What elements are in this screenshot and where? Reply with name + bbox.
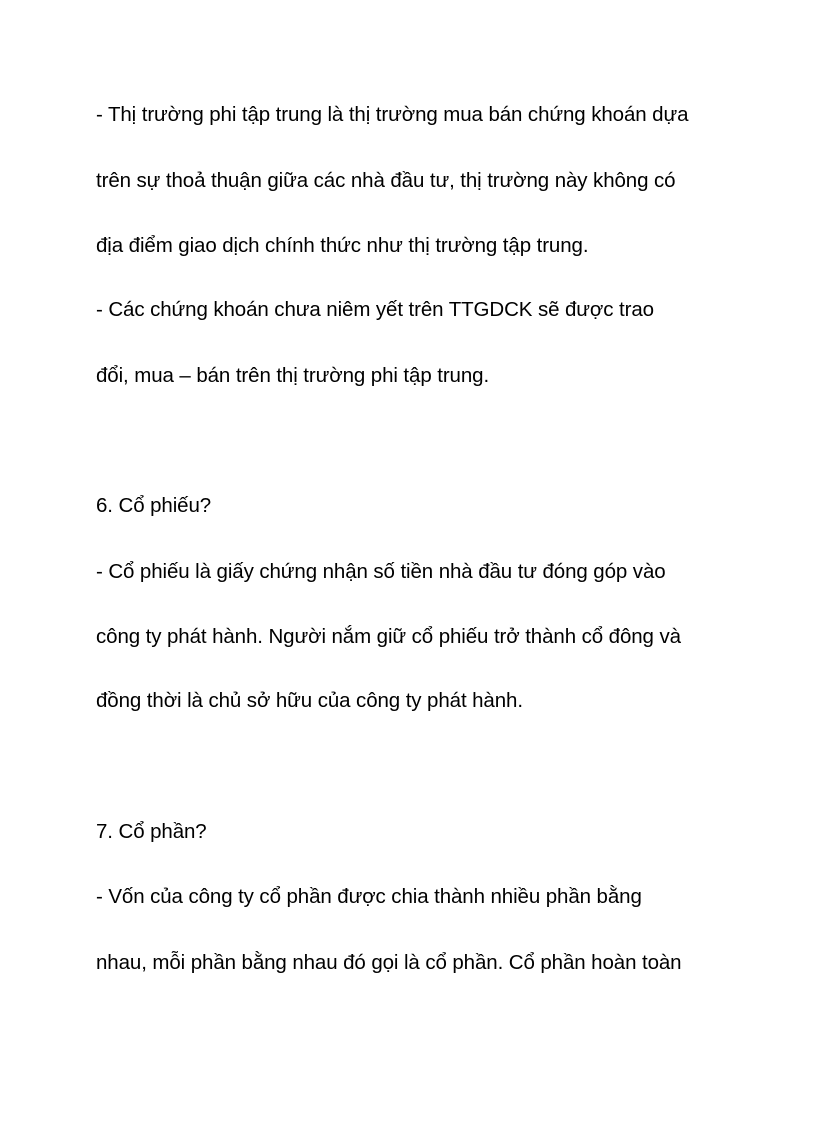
text-line: nhau, mỗi phần bằng nhau đó gọi là cổ phần. Cổ phần hoàn toàn <box>96 951 682 974</box>
text-line: đổi, mua – bán trên thị trường phi tập trung. <box>96 364 490 387</box>
text-line: trên sự thoả thuận giữa các nhà đầu tư, thị trường này không có <box>96 169 676 192</box>
text-line: - Thị trường phi tập trung là thị trường mua bán chứng khoán dựa <box>96 103 689 126</box>
text-line: đồng thời là chủ sở hữu của công ty phát hành. <box>96 689 523 712</box>
text-line: - Cổ phiếu là giấy chứng nhận số tiền nhà đầu tư đóng góp vào <box>96 560 666 583</box>
text-line: - Vốn của công ty cổ phần được chia thành nhiều phần bằng <box>96 885 642 908</box>
section-heading: 6. Cổ phiếu? <box>96 494 212 517</box>
section-heading: 7. Cổ phần? <box>96 820 207 843</box>
text-line: công ty phát hành. Người nắm giữ cổ phiếu trở thành cổ đông và <box>96 625 681 648</box>
text-line: địa điểm giao dịch chính thức như thị trường tập trung. <box>96 234 589 257</box>
text-line: - Các chứng khoán chưa niêm yết trên TTGDCK sẽ được trao <box>96 298 654 321</box>
